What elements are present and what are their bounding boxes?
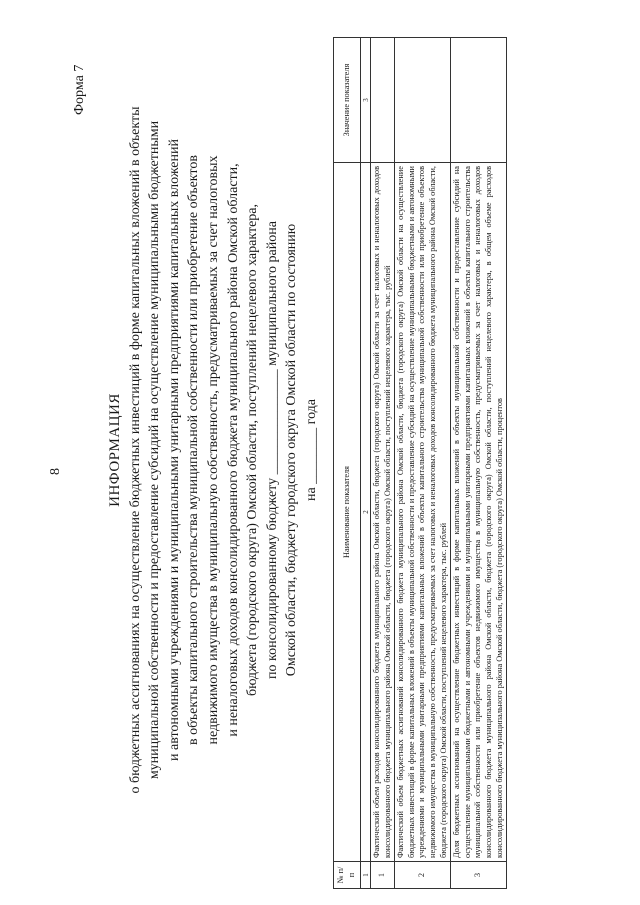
row-number: 3 xyxy=(451,862,507,889)
row-value xyxy=(451,38,507,163)
title-line: о бюджетных ассигнованиях на осуществление бюджетных инвестиций в форме капитальных вложений в объекты xyxy=(127,106,143,794)
index-cell: 2 xyxy=(361,163,371,862)
row-number: 1 xyxy=(371,862,395,889)
title-line: по консолидированному бюджету _______________ муниципального района xyxy=(264,221,280,679)
table-row xyxy=(371,38,395,889)
row-number: 2 xyxy=(395,862,451,889)
page-number: 8 xyxy=(48,468,63,475)
row-name: Доля бюджетных ассигнований на осуществление бюджетных инвестиций в форме капитальных вложений в объекты муниципальной собственности и предоставление субсидий на осуществление муниципальными бюджетными и автономными учреждениями и муниципальными унитарными предприятиями капитальных вложений в объекты капитального строительства муниципальной собственности или приобретение объектов недвижимого имущества в муниципальную собственность, предусматриваемых за счет налоговых и неналоговых доходов консолидированного бюджета муниципального района Омской области, бюджета (городского округа) Омской области, поступлений нецелевого характера, в общем объеме расходов консолидированного бюджета муниципального района Омской области, бюджета (городского округа) Омской области, процентов xyxy=(451,163,507,862)
title-line: в объекты капитального строительства муниципальной собственности или приобретение объектов xyxy=(186,155,202,745)
title-line: муниципальной собственности и предоставление субсидий на осуществление муниципальными бюджетными xyxy=(147,120,163,780)
header-num: № п/п xyxy=(334,862,361,889)
document-title xyxy=(106,55,322,845)
header-name: Наименование показателя xyxy=(334,163,361,862)
row-value xyxy=(395,38,451,163)
index-cell: 3 xyxy=(361,38,371,163)
title-line: Омской области, бюджету городского округа Омской области по состоянию xyxy=(284,223,300,677)
index-cell: 1 xyxy=(361,862,371,889)
row-name: Фактический объем бюджетных ассигнований консолидированного бюджета муниципального района Омской области, бюджета (городского округа) Омской области на осуществление бюджетных инвестиций в форме капитальных вложений в объекты муниципальной собственности и предоставление субсидий на осуществление муниципальными бюджетными и автономными учреждениями и муниципальными унитарными предприятиями капитальных вложений в объекты капитального строительства муниципальной собственности или приобретение объектов недвижимого имущества в муниципальную собственность, предусматриваемых за счет налоговых и неналоговых доходов консолидированного бюджета муниципального района Омской области, бюджета (городского округа) Омской области, поступлений нецелевого характера, тыс. рублей xyxy=(395,163,451,862)
table-row xyxy=(451,38,507,889)
header-value: Значение показателя xyxy=(334,38,361,163)
table-row xyxy=(395,38,451,889)
title-line: и автономными учреждениями и муниципальными унитарными предприятиями капитальных вложений xyxy=(166,139,182,761)
indicators-table xyxy=(333,37,507,889)
form-label: Форма 7 xyxy=(72,64,87,115)
title-line: бюджета (городского округа) Омской области, поступлений нецелевого характера, xyxy=(245,203,261,697)
title-line: и неналоговых доходов консолидированного бюджета муниципального района Омской области, xyxy=(225,163,241,737)
row-name: Фактический объем расходов консолидированного бюджета муниципального района Омской области, бюджета (городского округа) Омской области за счет налоговых и неналоговых доходов консолидированного бюджета муниципального района Омской области, бюджета (городского округа) Омской области, поступлений нецелевого характера, тыс. рублей xyxy=(371,163,395,862)
row-value xyxy=(371,38,395,163)
title-heading: ИНФОРМАЦИЯ xyxy=(107,393,123,507)
title-line: недвижимого имущества в муниципальную собственность, предусматриваемых за счет налоговых xyxy=(205,155,221,745)
title-line: на ________ года xyxy=(303,398,319,502)
